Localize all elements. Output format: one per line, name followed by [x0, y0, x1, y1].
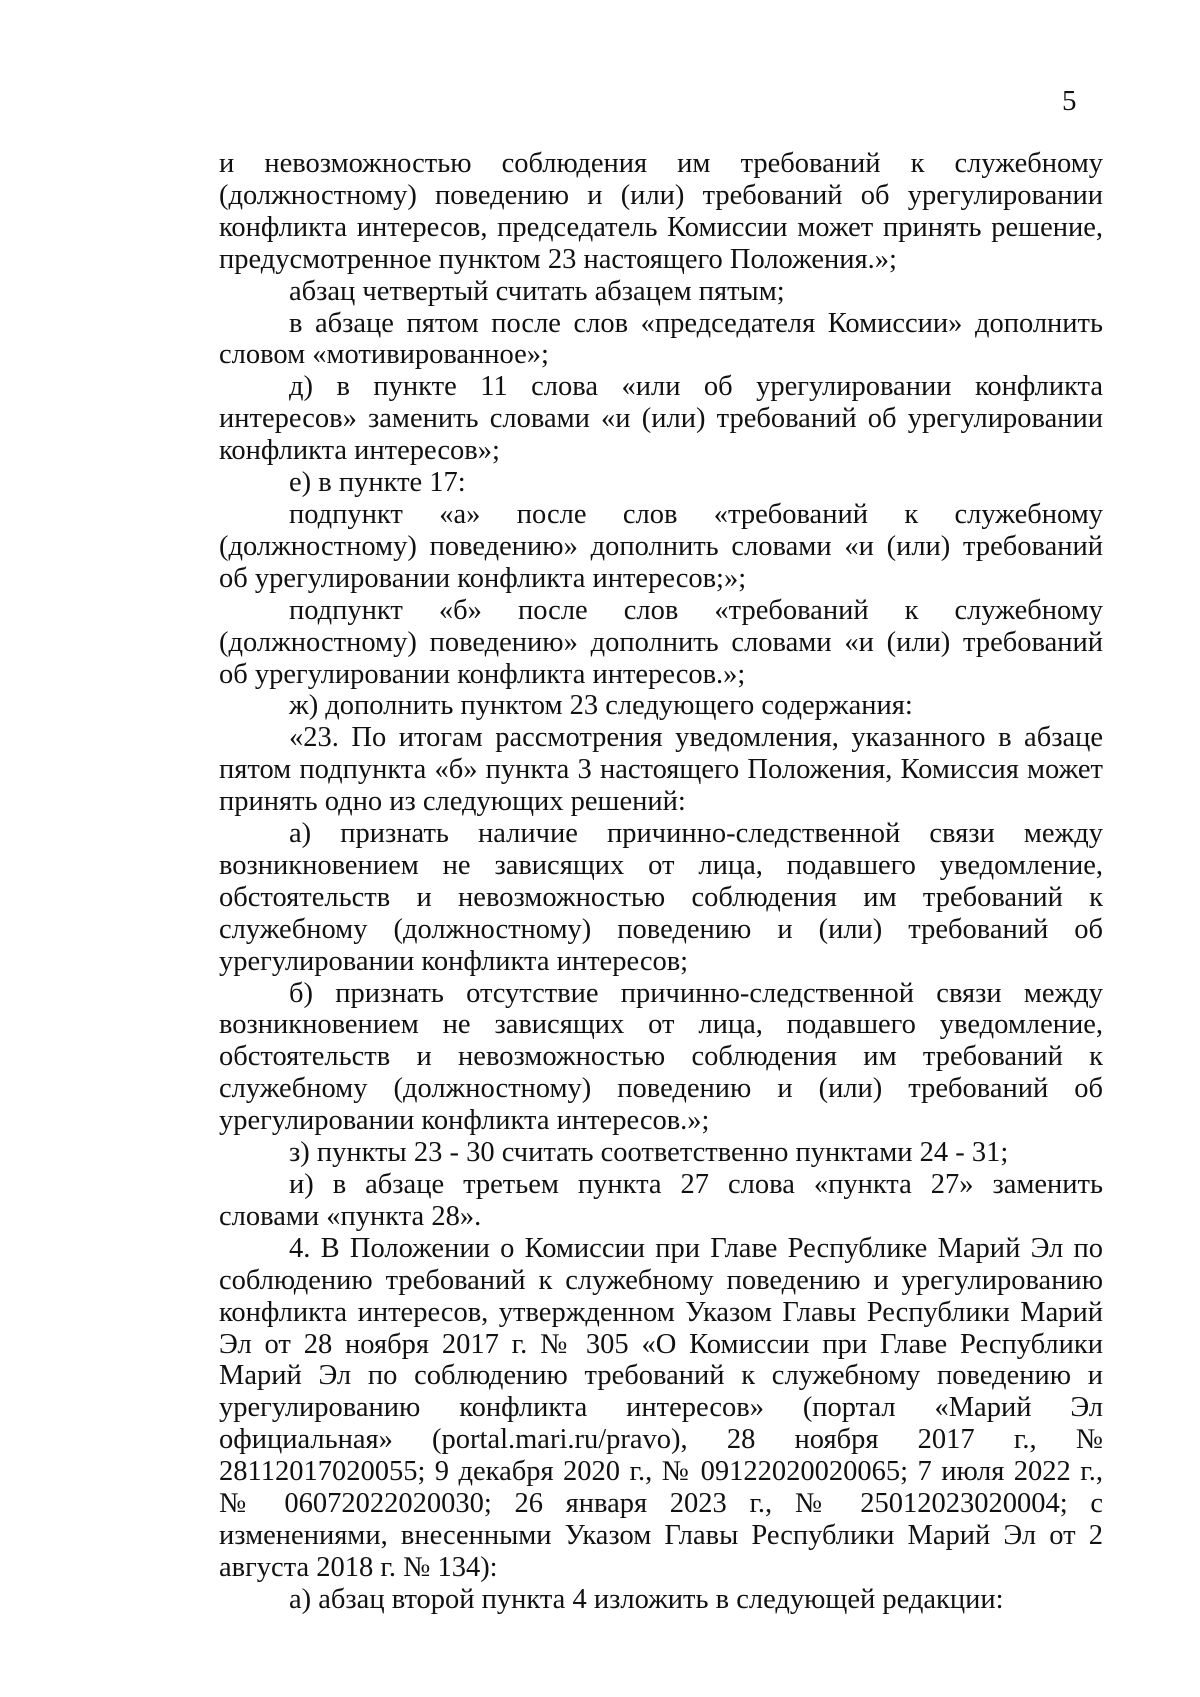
- paragraph: 4. В Положении о Комиссии при Главе Республике Марий Эл по соблюдению требований к служебному поведению и урегулированию конфликта интересов, утвержденном Указом Главы Республики Марий Эл от 28 ноября 2017 г. № 305 «О Комиссии при Главе Республики Марий Эл по соблюдению требований к служебному поведению и урегулированию конфликта интересов» (портал «Марий Эл официальная» (portal.mari.ru/pravo), 28 ноября 2017 г., № 28112017020055; 9 декабря 2020 г., № 09122020020065; 7 июля 2022 г., № 06072022020030; 26 января 2023 г., № 25012023020004; с изменениями, внесенными Указом Главы Республики Марий Эл от 2 августа 2018 г. № 134):: [219, 1232, 1103, 1583]
- paragraph: е) в пункте 17:: [289, 467, 466, 499]
- paragraph: б) признать отсутствие причинно-следственной связи между возникновением не зависящих от лица, подавшего уведомление, обстоятельств и невозможностью соблюдения им требований к служебному (должностному) поведению и (или) требований об урегулировании конфликта интересов.»;: [219, 977, 1103, 1137]
- paragraph: з) пункты 23 - 30 считать соответственно пунктами 24 - 31;: [289, 1137, 1009, 1169]
- document-body: [219, 148, 1103, 1616]
- paragraph: д) в пункте 11 слова «или об урегулировании конфликта интересов» заменить словами «и (или) требований об урегулировании конфликта интересов»;: [219, 371, 1103, 467]
- page-number: 5: [1062, 85, 1077, 117]
- paragraph: а) абзац второй пункта 4 изложить в следующей редакции:: [289, 1583, 1004, 1615]
- paragraph: подпункт «а» после слов «требований к служебному (должностному) поведению» дополнить словами «и (или) требований об урегулировании конфликта интересов;»;: [219, 498, 1103, 594]
- paragraph: и) в абзаце третьем пункта 27 слова «пункта 27» заменить словами «пункта 28».: [219, 1169, 1103, 1232]
- paragraph: «23. По итогам рассмотрения уведомления, указанного в абзаце пятом подпункта «б» пункта 3 настоящего Положения, Комиссия может принять одно из следующих решений:: [219, 722, 1103, 818]
- paragraph: подпункт «б» после слов «требований к служебному (должностному) поведению» дополнить словами «и (или) требований об урегулировании конфликта интересов.»;: [219, 594, 1103, 690]
- paragraph: в абзаце пятом после слов «председателя Комиссии» дополнить словом «мотивированное»;: [219, 307, 1103, 371]
- paragraph: и невозможностью соблюдения им требований к служебному (должностному) поведению и (или) требований об урегулировании конфликта интересов, председатель Комиссии может принять решение, предусмотренное пунктом 23 настоящего Положения.»;: [219, 148, 1103, 275]
- paragraph: а) признать наличие причинно-следственной связи между возникновением не зависящих от лица, подавшего уведомление, обстоятельств и невозможностью соблюдения им требований к служебному (должностному) поведению и (или) требований об урегулировании конфликта интересов;: [219, 818, 1103, 977]
- paragraph: ж) дополнить пунктом 23 следующего содержания:: [289, 690, 913, 722]
- paragraph: абзац четвертый считать абзацем пятым;: [289, 275, 785, 307]
